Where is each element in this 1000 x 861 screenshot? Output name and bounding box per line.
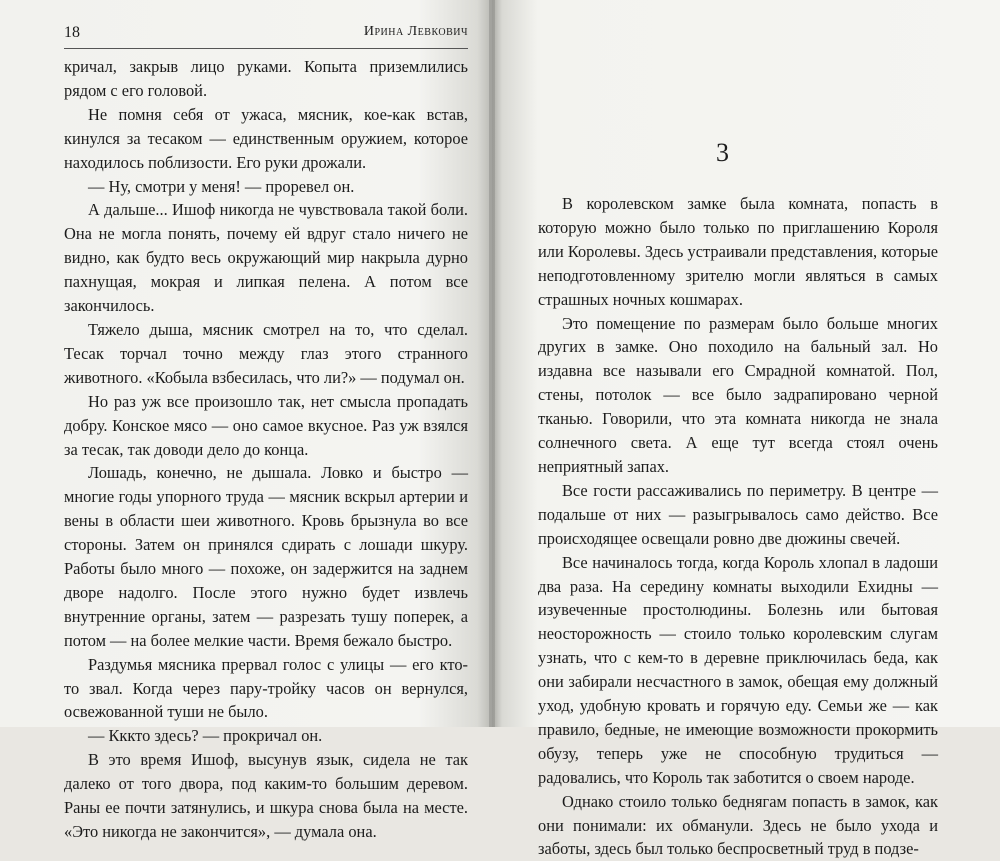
left-page-body — [64, 55, 468, 844]
paragraph: Это помещение по размерам было больше многих других в замке. Оно походило на бальный зал. Но издавна все называли его Смрадной комнатой. Пол, стены, потолок — все было задрапировано черной тканью. Говорили, что эта комната никогда не знала солнечного света. А еще тут всегда стоял очень неприятный запах. — [538, 313, 938, 476]
paragraph: В королевском замке была комната, попасть в которую можно было только по приглашению Короля или Королевы. Здесь устраивали представления, которые неподготовленному зрителю могли являться в самых страшных ночных кошмарах. — [538, 194, 938, 309]
paragraph: Все начиналось тогда, когда Король хлопал в ладоши два раза. На середину комнаты выходили Ехидны — изувеченные простолюдины. Болезнь или бытовая неосторожность — стоило только королевским слугам узнать, что с кем-то в деревне приключилась беда, как они забирали несчастного в замок, обещая ему должный уход, удобную кровать и горячую еду. Семьи же — как правило, бедные, не имеющие возможности прокормить обузу, теперь уже не способную трудиться — радовались, что Король так заботится о своем народе. — [538, 552, 938, 787]
paragraph: В это время Ишоф, высунув язык, сидела не так далеко от того двора, под каким-то большим деревом. Раны ее почти затянулись, и шкура снова была на месте. «Это никогда не закончится», — думала она. — [64, 750, 468, 841]
paragraph: Но раз уж все произошло так, нет смысла пропадать добру. Конское мясо — оно самое вкусное. Раз уж взялся за тесак, так доводи дело до конца. — [64, 391, 468, 459]
paragraph: Лошадь, конечно, не дышала. Ловко и быстро — многие годы упорного труда — мясник вскрыл артерии и вены в области шеи животного. Кровь брызнула во все стороны. Затем он принялся сдирать с лошади шкуру. Работы было много — похоже, он задержится на заднем дворе надолго. После этого нужно будет извлечь внутренние органы, затем — разрезать тушу поперек, а потом — на более мелкие части. Время бежало быстро. — [64, 463, 468, 650]
paragraph: Не помня себя от ужаса, мясник, кое-как встав, кинулся за тесаком — единственным оружием, которое находилось поблизости. Его руки дрожали. — [64, 104, 468, 172]
paragraph: Все гости рассаживались по периметру. В центре — подальше от них — разыгрывалось само действо. Все происходящее освещали ровно две дюжины свечей. — [538, 480, 938, 548]
book-spine — [489, 0, 495, 727]
paragraph: Тяжело дыша, мясник смотрел на то, что сделал. Тесак торчал точно между глаз этого странного животного. «Кобыла взбесилась, что ли?» — подумал он. — [64, 319, 468, 387]
chapter-number: 3 — [716, 138, 729, 167]
paragraph: — Ну, смотри у меня! — проревел он. — [88, 176, 355, 196]
paragraph: — Кккто здесь? — прокричал он. — [88, 726, 323, 746]
paragraph: А дальше... Ишоф никогда не чувствовала такой боли. Она не могла понять, почему ей вдруг стало ничего не видно, как будто весь окружающий мир накрыла дурно пахнущая, мокрая и липкая пелена. А потом все закончилось. — [64, 200, 468, 316]
paragraph: Однако стоило только беднягам попасть в замок, как они понимали: их обманули. Здесь не было ухода и заботы, здесь был только беспросветный труд в подзе- — [538, 791, 938, 859]
right-page-body — [538, 192, 938, 861]
running-head-author: Ирина Левкович — [363, 24, 468, 39]
left-page-header — [64, 24, 468, 49]
page-number: 18 — [64, 24, 80, 41]
paragraph: кричал, закрыв лицо руками. Копыта приземлились рядом с его головой. — [64, 57, 468, 100]
paragraph: Раздумья мясника прервал голос с улицы — его кто-то звал. Когда через пару-тройку часов он вернулся, освежованной туши не было. — [64, 654, 468, 722]
